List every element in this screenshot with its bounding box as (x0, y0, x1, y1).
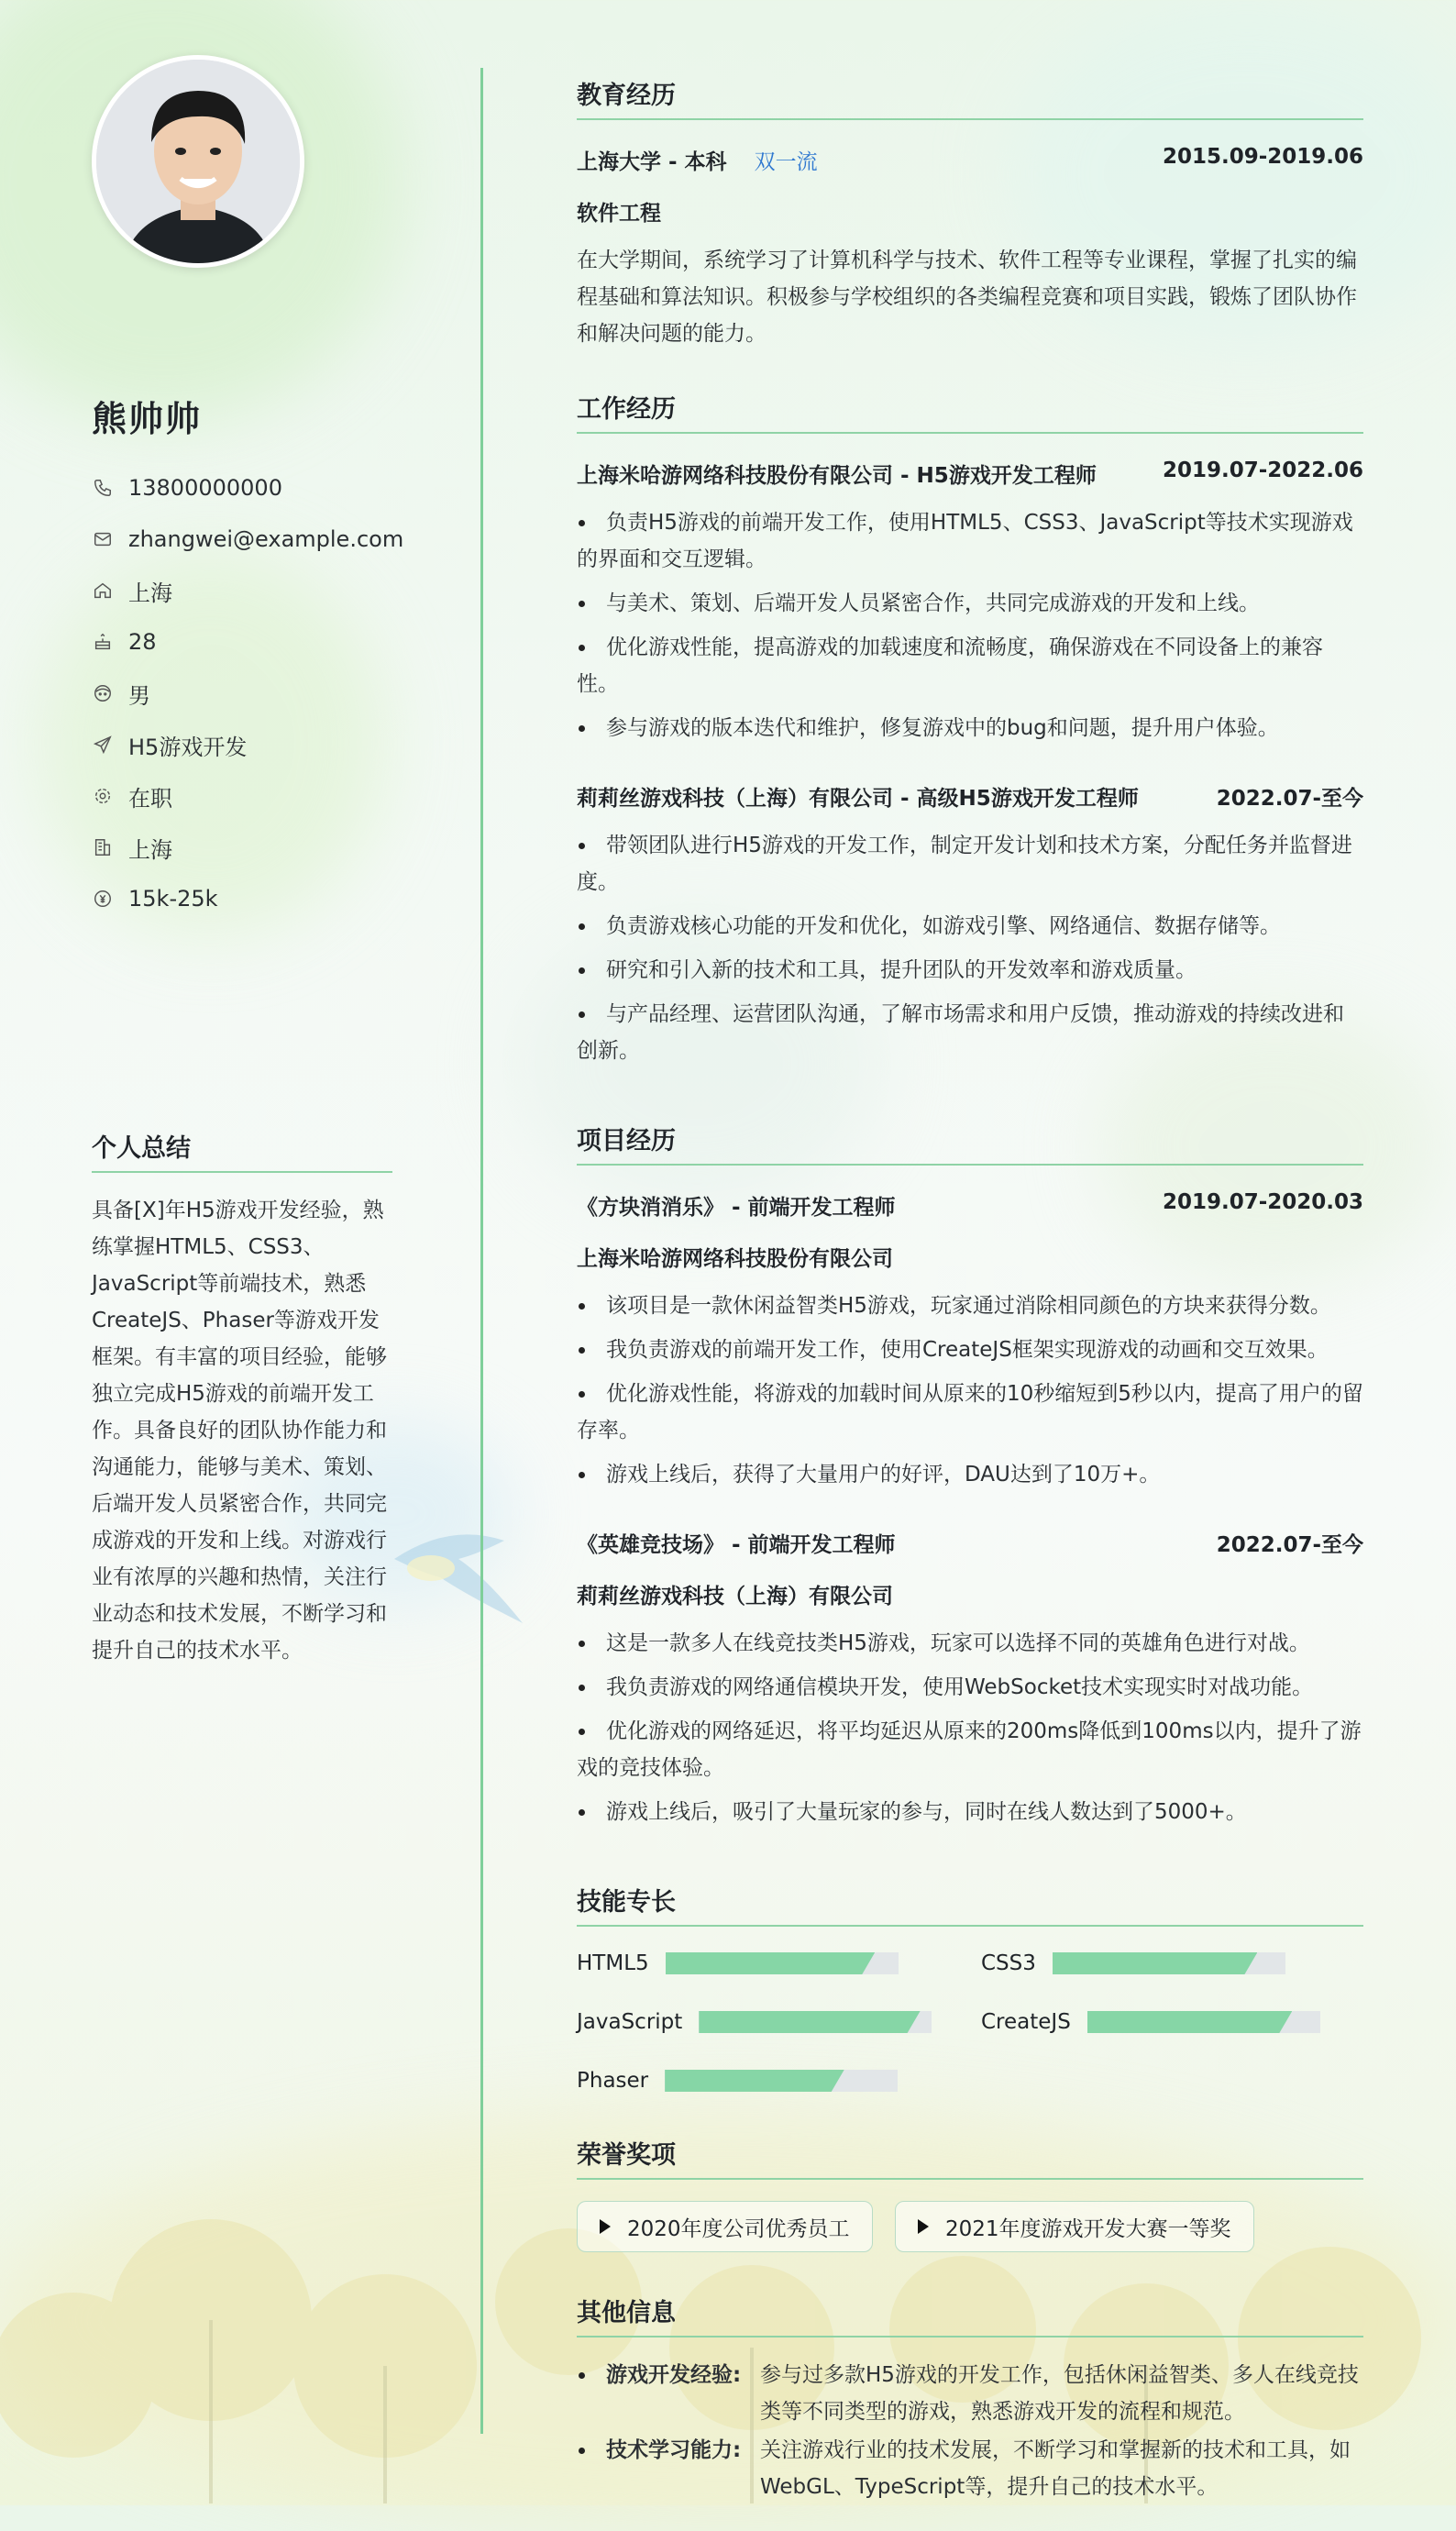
cake-icon (92, 631, 114, 653)
status-icon (92, 785, 114, 807)
info-salary (92, 873, 403, 924)
list-item: 我负责游戏的前端开发工作，使用CreateJS框架实现游戏的动画和交互效果。 (577, 1332, 1363, 1368)
mail-icon (92, 528, 114, 550)
email-text: zhangwei@example.com (128, 526, 404, 552)
education-school (577, 145, 818, 175)
skill-fill (1053, 1952, 1258, 1974)
project-period: 2022.07-至今 (1216, 1533, 1363, 1557)
skill-label: HTML5 (577, 1951, 649, 1975)
education-major: 软件工程 (577, 202, 661, 226)
other-value: 参与过多款H5游戏的开发工作，包括休闲益智类、多人在线竞技类等不同类型的游戏，熟悉游戏开发的流程和规范。 (760, 2363, 1359, 2424)
list-item: 与美术、策划、后端开发人员紧密合作，共同完成游戏的开发和上线。 (577, 585, 1363, 622)
age-text: 28 (128, 629, 157, 655)
skill-label: CreateJS (981, 2010, 1071, 2034)
gender-icon (92, 682, 114, 704)
city-text: 上海 (128, 836, 172, 863)
location-text: 上海 (128, 580, 172, 606)
home-icon (92, 580, 114, 602)
list-item: 负责游戏核心功能的开发和优化，如游戏引擎、网络通信、数据存储等。 (577, 908, 1363, 945)
list-item: 负责H5游戏的前端开发工作，使用HTML5、CSS3、JavaScript等技术实现游戏的界面和交互逻辑。 (577, 504, 1363, 578)
send-icon (92, 734, 114, 756)
skill-css3 (981, 1951, 1285, 1975)
skill-label: JavaScript (577, 2010, 683, 2034)
salary-text: 15k-25k (128, 886, 218, 912)
list-item: 该项目是一款休闲益智类H5游戏，玩家通过消除相同颜色的方块来获得分数。 (577, 1288, 1363, 1324)
project-company: 莉莉丝游戏科技（上海）有限公司 (577, 1585, 893, 1608)
project-details (577, 1625, 1363, 1838)
info-position (92, 719, 403, 770)
skill-phaser (577, 2069, 898, 2093)
skill-fill (699, 2011, 920, 2033)
job-period: 2022.07-至今 (1216, 787, 1363, 811)
skill-label: CSS3 (981, 1951, 1036, 1975)
list-item (577, 2432, 1363, 2505)
education-period: 2015.09-2019.06 (1162, 145, 1363, 169)
list-item: 游戏上线后，吸引了大量玩家的参与，同时在线人数达到了5000+。 (577, 1794, 1363, 1830)
job-period: 2019.07-2022.06 (1162, 459, 1363, 482)
education-title: 教育经历 (577, 75, 1363, 120)
project-title: 《英雄竞技场》 - 前端开发工程师 (577, 1533, 896, 1557)
skill-fill (1087, 2011, 1293, 2033)
play-icon (600, 2219, 611, 2234)
skill-fill (666, 1952, 876, 1974)
info-age (92, 616, 403, 668)
job-title: 上海米哈游网络科技股份有限公司 - H5游戏开发工程师 (577, 464, 1097, 488)
award-badge (577, 2201, 873, 2252)
list-item: 研究和引入新的技术和工具，提升团队的开发效率和游戏质量。 (577, 952, 1363, 989)
info-email (92, 514, 403, 565)
project-details (577, 1288, 1363, 1500)
column-divider (480, 68, 483, 2434)
avatar (92, 55, 304, 268)
skill-bar (699, 2011, 932, 2033)
list-item: 参与游戏的版本迭代和维护，修复游戏中的bug和问题，提升用户体验。 (577, 710, 1363, 746)
info-phone (92, 462, 403, 514)
building-icon (92, 836, 114, 858)
info-city (92, 822, 403, 873)
info-gender (92, 668, 403, 719)
skill-bar (1053, 1952, 1285, 1974)
project-company: 上海米哈游网络科技股份有限公司 (577, 1247, 893, 1271)
skill-bar (665, 2070, 898, 2092)
position-text: H5游戏开发 (128, 734, 248, 760)
play-icon (918, 2219, 929, 2234)
school-name: 上海大学 - 本科 (577, 150, 727, 174)
education-desc: 在大学期间，系统学习了计算机科学与技术、软件工程等专业课程，掌握了扎实的编程基础和算法知识。积极参与学校组织的各类编程竞赛和项目实践，锻炼了团队协作和解决问题的能力。 (577, 249, 1357, 346)
other-title: 其他信息 (577, 2293, 1363, 2338)
project-title: 《方块消消乐》 - 前端开发工程师 (577, 1196, 896, 1220)
summary-title: 个人总结 (92, 1128, 392, 1173)
job-head (577, 781, 1363, 812)
list-item: 游戏上线后，获得了大量用户的好评，DAU达到了10万+。 (577, 1456, 1363, 1493)
skill-createjs (981, 2010, 1320, 2034)
skill-label: Phaser (577, 2069, 649, 2093)
education-head (577, 145, 1363, 175)
list-item: 优化游戏性能，将游戏的加载时间从原来的10秒缩短到5秒以内，提高了用户的留存率。 (577, 1376, 1363, 1449)
list-item: 我负责游戏的网络通信模块开发，使用WebSocket技术实现实时对战功能。 (577, 1669, 1363, 1706)
work-title: 工作经历 (577, 389, 1363, 434)
list-item: 这是一款多人在线竞技类H5游戏，玩家可以选择不同的英雄角色进行对战。 (577, 1625, 1363, 1662)
list-item (577, 2357, 1363, 2430)
other-info (577, 2357, 1363, 2507)
school-tag: 双一流 (754, 150, 818, 174)
gender-text: 男 (128, 682, 150, 709)
skills-title: 技能专长 (577, 1882, 1363, 1927)
skill-javascript (577, 2010, 932, 2034)
project-period: 2019.07-2020.03 (1162, 1190, 1363, 1214)
project-head (577, 1528, 1363, 1558)
phone-icon (92, 477, 114, 499)
job-duties (577, 504, 1363, 754)
other-key: 技术学习能力: (606, 2438, 742, 2462)
skill-html5 (577, 1951, 899, 1975)
list-item: 与产品经理、运营团队沟通，了解市场需求和用户反馈，推动游戏的持续改进和创新。 (577, 996, 1363, 1069)
list-item: 优化游戏性能，提高游戏的加载速度和流畅度，确保游戏在不同设备上的兼容性。 (577, 629, 1363, 702)
avatar-illustration (96, 60, 300, 263)
skill-bar (666, 1952, 899, 1974)
other-key: 游戏开发经验: (606, 2363, 742, 2387)
awards-title: 荣誉奖项 (577, 2135, 1363, 2180)
summary-text: 具备[X]年H5游戏开发经验，熟练掌握HTML5、CSS3、JavaScript等前端技术，熟悉CreateJS、Phaser等游戏开发框架。有丰富的项目经验，能够独立完成H5游戏的前端开发工作。具备良好的团队协作能力和沟通能力，能够与美术、策划、后端开发人员紧密合作，共同完成游戏的开发和上线。对游戏行业有浓厚的兴趣和热情，关注行业动态和技术发展，不断学习和提升自己的技术水平。 (92, 1199, 387, 1663)
job-duties (577, 827, 1363, 1077)
info-status (92, 770, 403, 822)
award-label: 2021年度游戏开发大赛一等奖 (945, 2216, 1231, 2241)
skill-bar (1087, 2011, 1320, 2033)
list-item: 优化游戏的网络延迟，将平均延迟从原来的200ms降低到100ms以内，提升了游戏的竞技体验。 (577, 1713, 1363, 1786)
job-head (577, 459, 1363, 489)
award-label: 2020年度公司优秀员工 (627, 2216, 850, 2241)
other-value: 关注游戏行业的技术发展，不断学习和掌握新的技术和工具，如WebGL、TypeScript等，提升自己的技术水平。 (760, 2438, 1351, 2499)
swallow-illustration (376, 1504, 559, 1641)
job-title: 莉莉丝游戏科技（上海）有限公司 - 高级H5游戏开发工程师 (577, 787, 1139, 811)
projects-title: 项目经历 (577, 1121, 1363, 1166)
info-location (92, 565, 403, 616)
contact-info (92, 462, 403, 924)
skill-fill (665, 2070, 844, 2092)
status-text: 在职 (128, 785, 172, 812)
list-item: 带领团队进行H5游戏的开发工作，制定开发计划和技术方案，分配任务并监督进度。 (577, 827, 1363, 901)
award-badge (895, 2201, 1254, 2252)
salary-icon (92, 888, 114, 910)
person-name: 熊帅帅 (92, 399, 203, 439)
project-head (577, 1190, 1363, 1221)
phone-text: 13800000000 (128, 475, 282, 501)
